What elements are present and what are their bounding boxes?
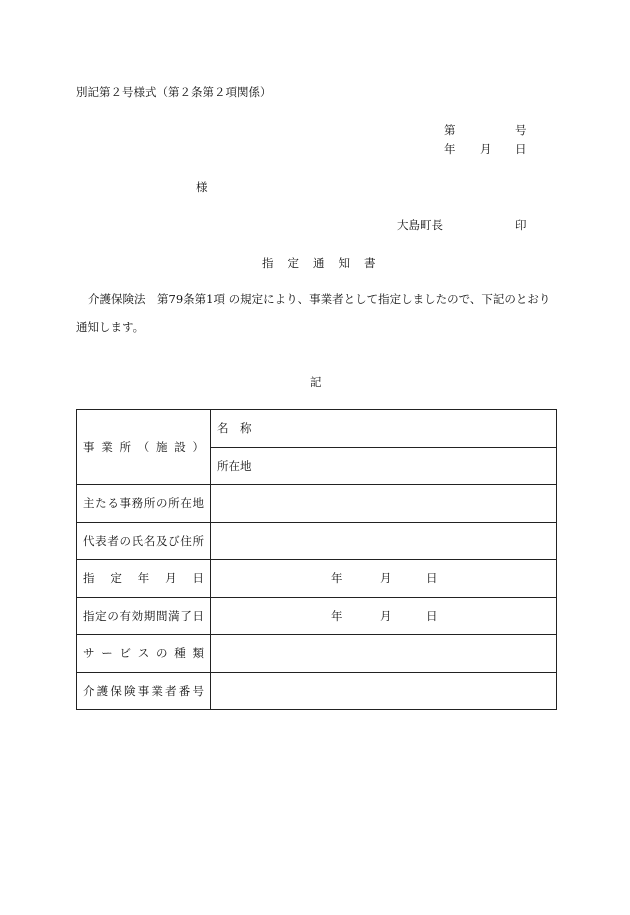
body-text [76, 285, 562, 341]
table-row [77, 410, 557, 448]
expiry-date-value [211, 597, 557, 635]
body-line-1: 介護保険法 第79条第1項 の規定により、事業者として指定しましたので、下記のとおり [88, 292, 551, 306]
designation-date-label: 指定年月日 [77, 560, 211, 598]
date-month: 月 [480, 142, 492, 156]
designation-table [76, 409, 557, 710]
expiry-date-label: 指定の有効期間満了日 [77, 597, 211, 635]
service-type-label: サービスの種類 [77, 635, 211, 673]
service-type-value [211, 635, 557, 673]
designation-day: 日 [426, 571, 438, 586]
ki-mark: 記 [310, 375, 322, 389]
name-label: 名 称 [217, 421, 252, 436]
table-row [77, 597, 557, 635]
facility-label: 事業所（施設） [77, 410, 211, 485]
date-year: 年 [444, 142, 456, 156]
provider-number-value [211, 672, 557, 710]
number-suffix: 号 [515, 123, 527, 137]
representative-value [211, 522, 557, 560]
form-reference: 別記第２号様式（第２条第２項関係） [76, 85, 272, 99]
table-row [77, 485, 557, 523]
designation-date-value [211, 560, 557, 598]
location-label: 所在地 [217, 458, 252, 473]
number-prefix: 第 [444, 123, 456, 137]
provider-number-label: 介護保険事業者番号 [77, 672, 211, 710]
expiry-day: 日 [426, 608, 438, 623]
date-day: 日 [515, 142, 527, 156]
facility-location-cell [211, 447, 557, 485]
document-title: 指定通知書 [262, 256, 390, 270]
table-row [77, 672, 557, 710]
designation-month: 月 [380, 571, 392, 586]
expiry-month: 月 [380, 608, 392, 623]
sender-title: 大島町長 [397, 218, 443, 232]
table-row [77, 635, 557, 673]
main-office-value [211, 485, 557, 523]
representative-label: 代表者の氏名及び住所 [77, 522, 211, 560]
body-line-2: 通知します。 [76, 320, 145, 334]
expiry-year: 年 [331, 608, 343, 623]
main-office-label: 主たる事務所の所在地 [77, 485, 211, 523]
addressee-honorific: 様 [196, 180, 208, 194]
facility-name-cell [211, 410, 557, 448]
table-row [77, 560, 557, 598]
seal-mark: 印 [515, 218, 527, 232]
designation-year: 年 [331, 571, 343, 586]
table-row [77, 522, 557, 560]
